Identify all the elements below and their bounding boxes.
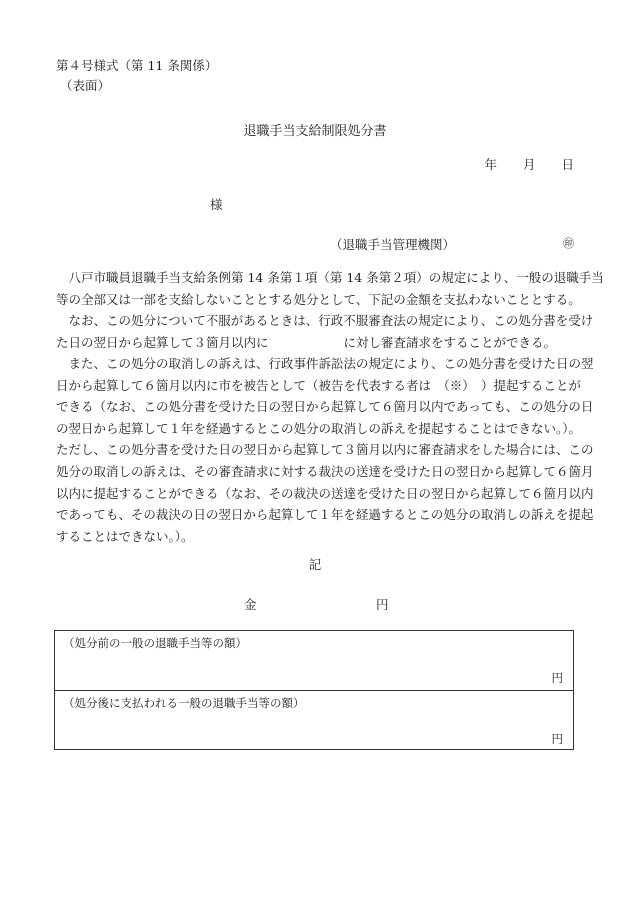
body-paragraph-2: [56, 310, 594, 353]
row-unit: 円: [551, 671, 563, 685]
row-label: （処分前の一般の退職手当等の額）: [63, 636, 247, 650]
face-side-label: （表面）: [60, 78, 111, 93]
text-line: であっても、その裁決の日の翌日から起算して１年を経過するとこの処分の取消しの訴えを提起: [56, 507, 594, 523]
amount-unit: 円: [376, 597, 389, 612]
issuing-authority: （退職手当管理機関）: [330, 237, 456, 252]
text-line: できる（なお、この処分書を受けた日の翌日から起算して６箇月以内であっても、この処分の日: [56, 399, 594, 415]
document-title: 退職手当支給制限処分書: [243, 124, 387, 139]
text-line: の翌日から起算して１年を経過するとこの処分の取消しの訴えを提起することはできない。）。: [56, 420, 582, 436]
text-line: 八戸市職員退職手当支給条例第 14 条第１項（第 14 条第２項）の規定により、一般の退職手当: [56, 270, 604, 285]
body-paragraph-1: [56, 267, 604, 310]
date-year: 年: [484, 157, 497, 172]
amount-label: 金: [244, 597, 257, 612]
text-line: 処分の取消しの訴えは、その審査請求に対する裁決の送達を受けた日の翌日から起算して６箇月: [56, 463, 594, 479]
date-day: 日: [561, 157, 574, 172]
notation-heading: 記: [308, 557, 322, 572]
row-label: （処分後に支払われる一般の退職手当等の額）: [63, 696, 305, 710]
date-month: 月: [522, 157, 536, 172]
date-line: [484, 155, 574, 173]
row-unit: 円: [551, 732, 563, 746]
text-line: 以内に提起することができる（なお、その裁決の送達を受けた日の翌日から起算して６箇月以内: [56, 485, 594, 501]
form-number-label: 第４号様式（第 11 条関係）: [56, 58, 218, 73]
table-row-before: [55, 631, 573, 691]
table-row-after: [55, 691, 573, 751]
text-line: 日から起算して６箇月以内に市を被告として（被告を代表する者は （※） ）提起することが: [56, 377, 582, 393]
text-line: なお、この処分について不服があるときは、行政不服審査法の規定により、この処分書を受け: [56, 313, 594, 328]
text-line: また、この処分の取消しの訴えは、行政事件訴訟法の規定により、この処分書を受けた日の翌: [56, 356, 594, 371]
seal-mark: ㊞: [563, 237, 574, 250]
body-paragraph-3: [56, 353, 594, 547]
text-line: ただし、この処分書を受けた日の翌日から起算して３箇月以内に審査請求をした場合には、この: [56, 442, 594, 458]
amount-table: [54, 630, 574, 750]
text-line: することはできない。）。: [56, 528, 194, 544]
addressee-honorific: 様: [210, 197, 223, 212]
text-line: 等の全部又は一部を支給しないこととする処分として、下記の金額を支払わないこととする。: [56, 291, 581, 307]
text-line: た日の翌日から起算して３箇月以内に に対し審査請求をすることができる。: [56, 334, 557, 350]
